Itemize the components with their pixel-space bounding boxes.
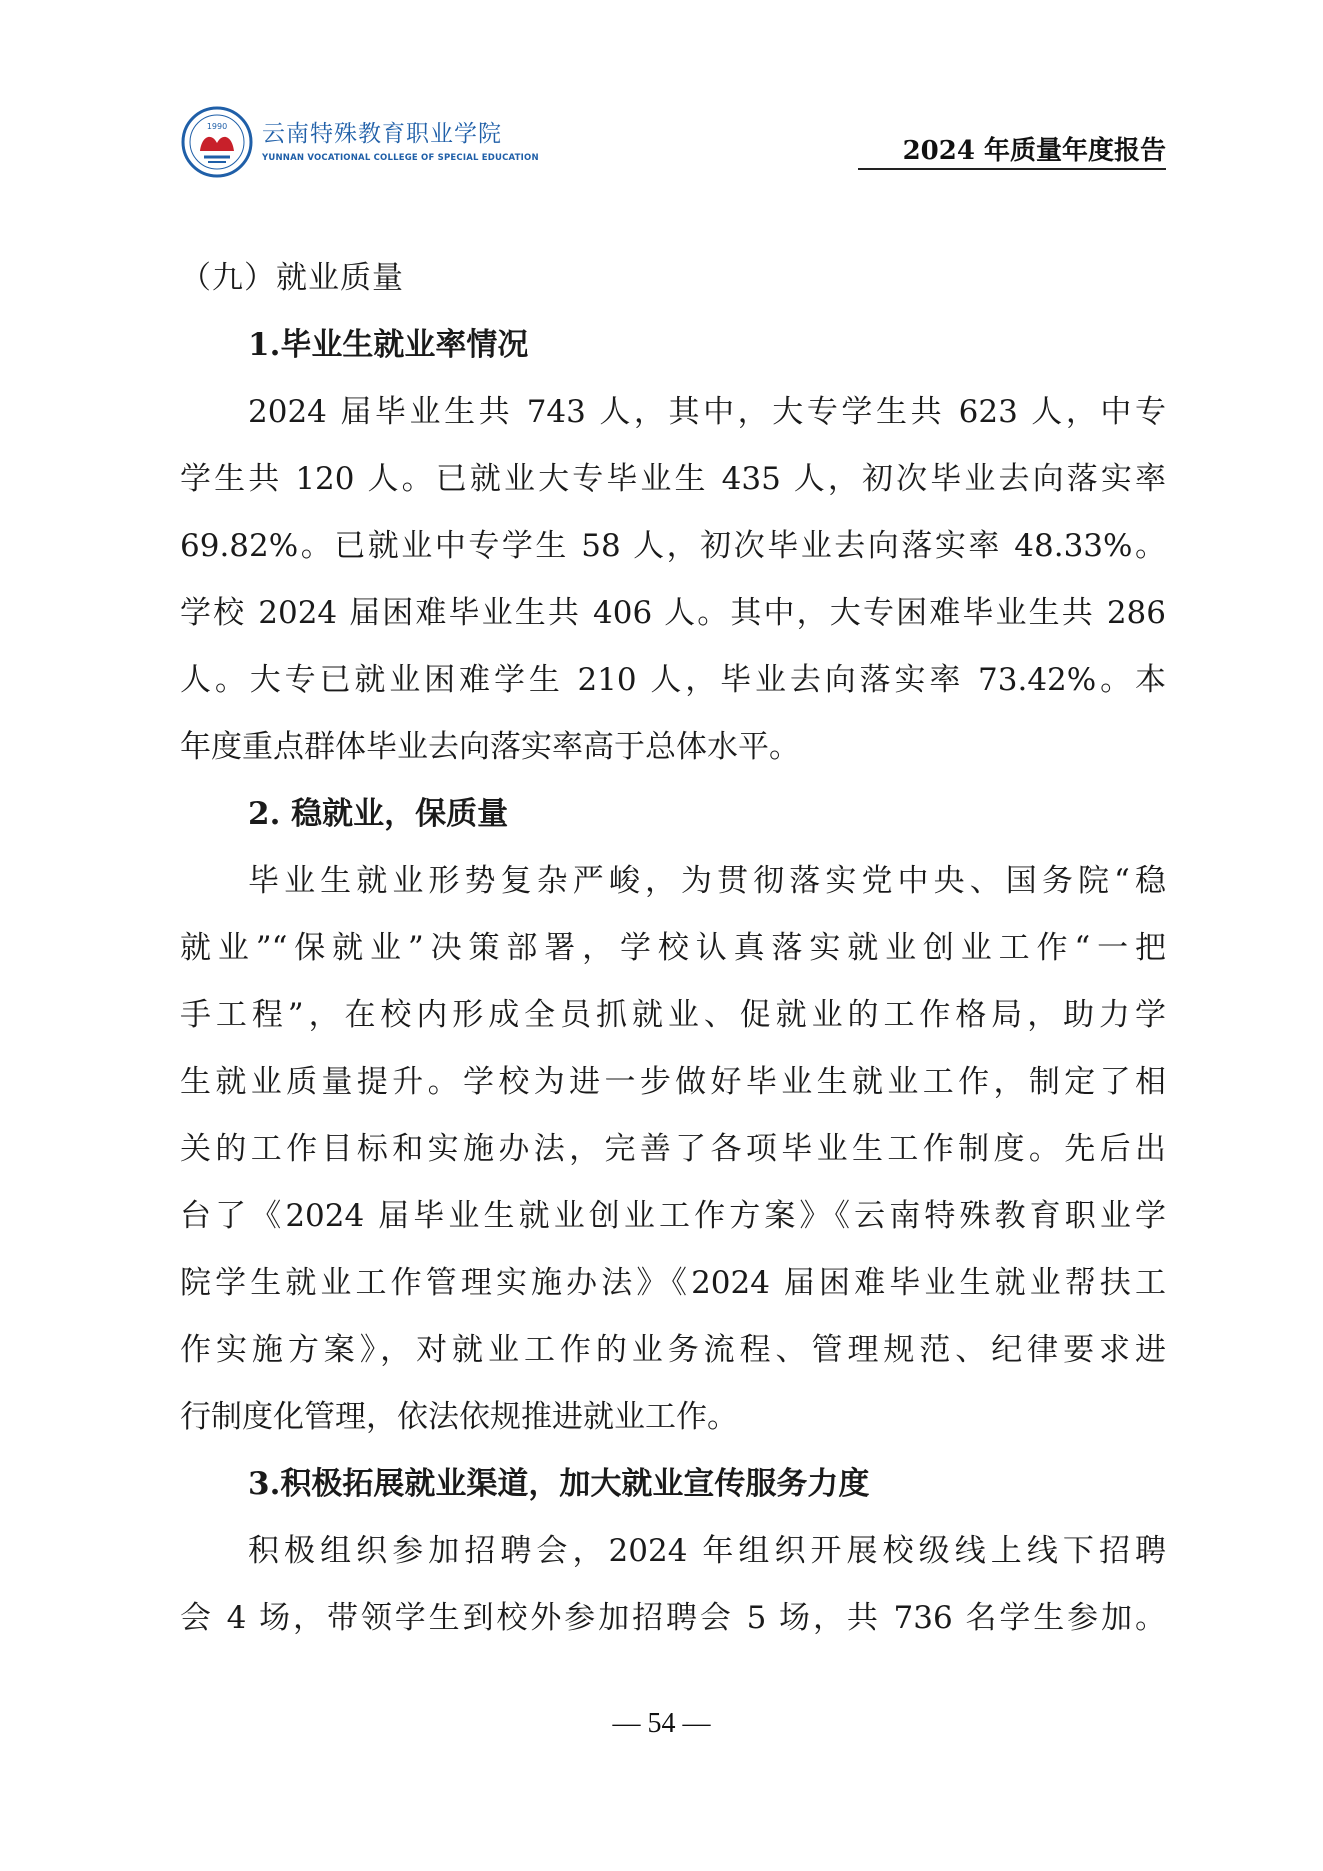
paragraph-line: 手工程”，在校内形成全员抓就业、促就业的工作格局，助力学 (180, 997, 1166, 1033)
paragraph-line: 人。大专已就业困难学生 210 人，毕业去向落实率 73.42%。本 (180, 662, 1166, 698)
paragraph-line: 69.82%。已就业中专学生 58 人，初次毕业去向落实率 48.33%。 (180, 528, 1166, 564)
paragraph-line: 毕业生就业形势复杂严峻，为贯彻落实党中央、国务院“稳 (248, 863, 1166, 899)
subsection-heading: 3.积极拓展就业渠道，加大就业宣传服务力度 (248, 1466, 870, 1502)
paragraph-line: 生就业质量提升。学校为进一步做好毕业生就业工作，制定了相 (180, 1064, 1166, 1100)
paragraph-line: 院学生就业工作管理实施办法》《2024 届困难毕业生就业帮扶工 (180, 1265, 1166, 1301)
paragraph-line: 作实施方案》，对就业工作的业务流程、管理规范、纪律要求进 (180, 1332, 1166, 1368)
college-emblem-icon (180, 105, 254, 179)
paragraph-line: 积极组织参加招聘会，2024 年组织开展校级线上线下招聘 (248, 1533, 1166, 1569)
college-logo (180, 105, 539, 185)
subsection-heading: 1.毕业生就业率情况 (248, 327, 529, 363)
page-header (0, 0, 1323, 175)
paragraph-line: 年度重点群体毕业去向落实率高于总体水平。 (180, 729, 800, 765)
header-divider (858, 168, 1166, 170)
paragraph-line: 学生共 120 人。已就业大专毕业生 435 人，初次毕业去向落实率 (180, 461, 1166, 497)
paragraph-line: 台了《2024 届毕业生就业创业工作方案》《云南特殊教育职业学 (180, 1198, 1166, 1234)
logo-name-cn: 云南特殊教育职业学院 (262, 121, 502, 147)
page-content (180, 245, 1166, 1652)
page-number: — 54 — (612, 1708, 711, 1739)
paragraph-line: 2024 届毕业生共 743 人，其中，大专学生共 623 人，中专 (248, 394, 1166, 430)
logo-year: 1990 (206, 122, 228, 131)
section-title: （九）就业质量 (180, 260, 404, 296)
paragraph-line: 关的工作目标和实施办法，完善了各项毕业生工作制度。先后出 (180, 1131, 1166, 1167)
paragraph-line: 学校 2024 届困难毕业生共 406 人。其中，大专困难毕业生共 286 (180, 595, 1166, 631)
logo-name-en: YUNNAN VOCATIONAL COLLEGE OF SPECIAL EDUCATION (262, 153, 539, 163)
paragraph-line: 就业”“保就业”决策部署，学校认真落实就业创业工作“一把 (180, 930, 1166, 966)
paragraph-line: 行制度化管理，依法依规推进就业工作。 (180, 1399, 738, 1435)
subsection-heading: 2. 稳就业，保质量 (248, 796, 509, 832)
report-title: 2024 年质量年度报告 (902, 136, 1166, 166)
paragraph-line: 会 4 场，带领学生到校外参加招聘会 5 场，共 736 名学生参加。 (180, 1600, 1166, 1636)
